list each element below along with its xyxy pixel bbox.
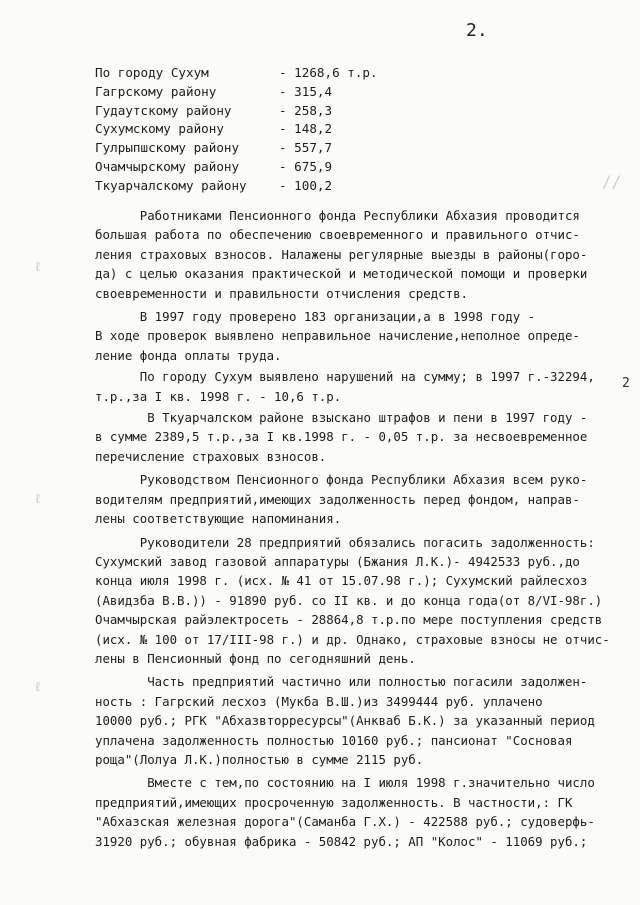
report-body	[95, 206, 635, 855]
paragraph-tkuarchal-penalties: В Ткуарчалском районе взыскано штрафов и пени в 1997 году - в сумме 2389,5 т.р.,за I кв.1998 г. - 0,05 т.р. за несвоевременное перечисление страховых взносов.	[95, 410, 588, 464]
binding-hole-mark-middle: ℓ	[34, 492, 42, 507]
paragraph-sukhum-violations: По городу Сухум выявлено нарушений на сумму; в 1997 г.-32294, т.р.,за I кв. 1998 г. - 10,6 т.р.	[95, 369, 595, 404]
paragraph-overdue-debts: Вместе с тем,по состоянию на I июля 1998 г.значительно число предприятий,имеющих просроченную задолженность. В частности,: ГК "Абхазская железная дорога"(Саманба Г.Х.) - 422588 руб.; судоверфь- 31920 руб.; обувная фабрика - 50842 руб.; АП "Колос" - 11069 руб.;	[95, 775, 595, 849]
district-totals-table	[95, 64, 409, 196]
district-amount: - 315,4	[279, 83, 333, 99]
paragraph-inspection-work: Работниками Пенсионного фонда Республики Абхазия проводится большая работа по обеспечению своевременного и правильного отчис- ления страховых взносов. Налажены регулярные выезды в районы(горо- да) с целью оказания практической и методической помощи и проверки своевременности и правильности отчисления средств.	[95, 208, 588, 301]
paragraph-reminders: Руководством Пенсионного фонда Республики Абхазия всем руко- водителям предприятий,имеющих задолженность перед фондом, направ- лены соответствующие напоминания.	[95, 472, 588, 527]
district-name: По городу Сухум	[95, 65, 209, 80]
binding-hole-mark-upper: ℓ	[34, 260, 42, 275]
district-name: Гулрыпшскому району	[95, 140, 240, 156]
district-amount: - 557,7	[279, 140, 333, 156]
district-name: Ткуарчалскому району	[95, 177, 247, 193]
binding-hole-mark-lower: ℓ	[34, 680, 42, 695]
district-name: Гудаутскому району	[95, 102, 232, 118]
scan-mark-top: //	[602, 172, 622, 191]
district-row	[95, 102, 409, 121]
district-name: Гагрскому району	[95, 83, 217, 99]
district-row	[95, 83, 409, 102]
district-amount: - 1268,6 т.р.	[279, 65, 378, 80]
district-row	[95, 120, 409, 139]
district-amount: - 148,2	[279, 121, 333, 137]
district-name: Очамчырскому району	[95, 158, 240, 174]
page-number: 2.	[466, 20, 488, 41]
district-row	[95, 64, 409, 83]
district-amount: - 258,3	[279, 102, 333, 118]
district-row	[95, 158, 409, 177]
district-amount: - 100,2	[279, 177, 333, 193]
district-amount: - 675,9	[279, 158, 333, 174]
district-name: Сухумскому району	[95, 121, 224, 137]
paragraph-partial-repayments: Часть предприятий частично или полностью погасили задолжен- ность : Гагрский лесхоз (Мукба В.Ш.)из 3499444 руб. уплачено 10000 руб.; РГК "Абхазвторресурсы"(Анкваб Б.К.) за указанный период уплачена задолженность полностью 10160 руб.; пансионат "Сосновая роща"(Лолуа Л.К.)полностью в сумме 2115 руб.	[95, 674, 595, 767]
margin-note: 2	[622, 376, 630, 391]
district-row	[95, 139, 409, 158]
paragraph-inspections-1997: В 1997 году проверено 183 организации,а в 1998 году - В ходе проверок выявлено неправильное начисление,неполное опреде- ление фонда оплаты труда.	[95, 309, 580, 363]
district-row	[95, 177, 409, 196]
paragraph-repayment-commitments: Руководители 28 предприятий обязались погасить задолженность: Сухумский завод газовой аппаратуры (Бжания Л.К.)- 4942533 руб.,до конца июля 1998 г. (исх. № 41 от 15.07.98 г.); Сухумский райлесхоз (Авидзба В.В.)) - 91890 руб. со II кв. и до конца года(от 8/VI-98г.) Очамчырская райэлектросеть - 28864,8 т.р.по мере поступления средств (исх. № 100 от 17/III-98 г.) и др. Однако, страховые взносы не отчис- лены в Пенсионный фонд по сегодняшний день.	[95, 534, 610, 666]
